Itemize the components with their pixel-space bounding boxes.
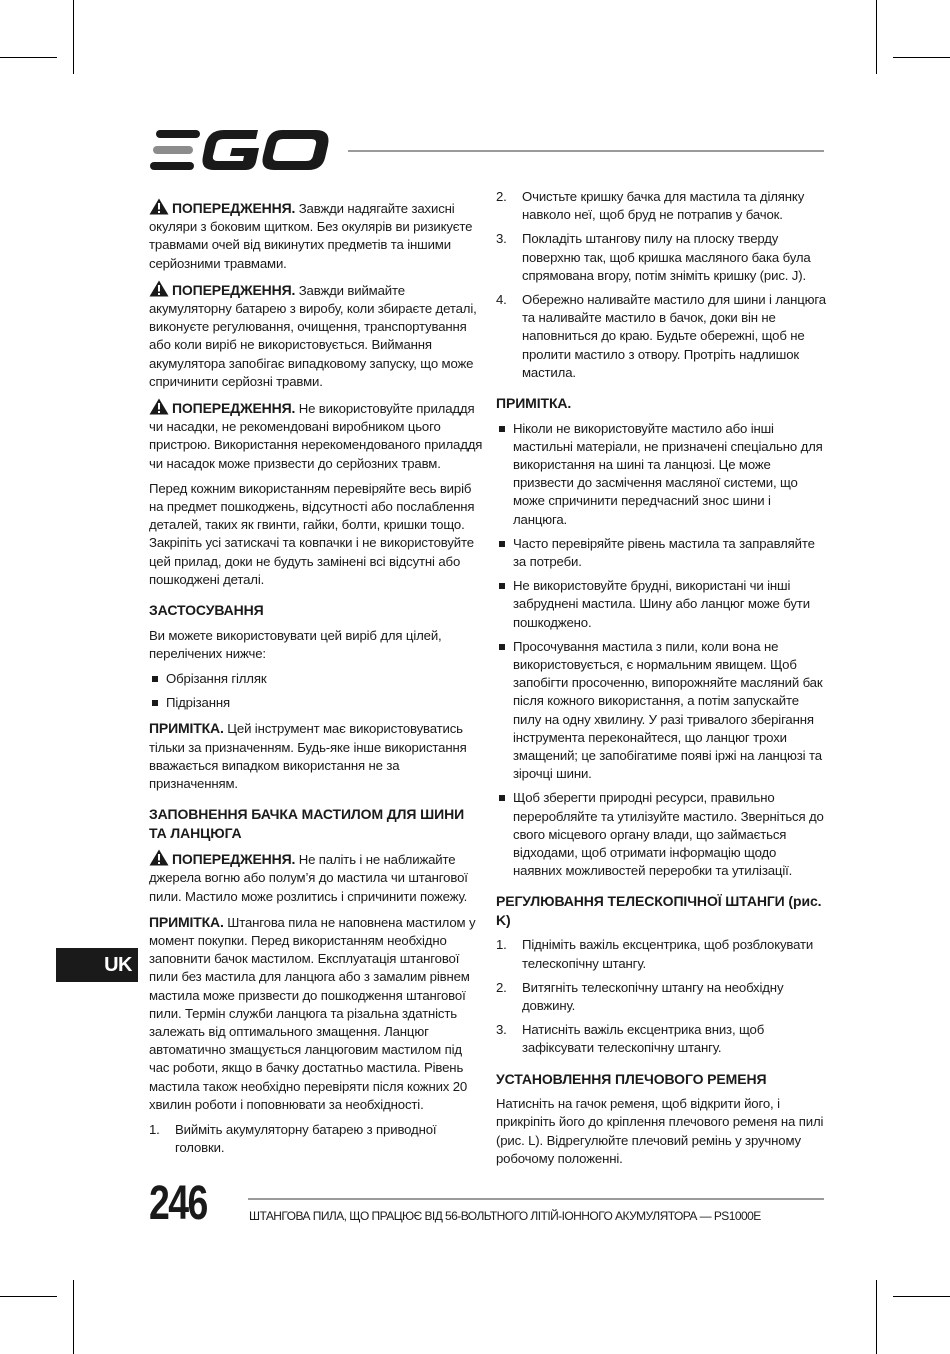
step-item: [496, 936, 826, 972]
crop-mark: [0, 1296, 57, 1297]
note-label: ПРИМІТКА.: [149, 913, 224, 930]
note-text: Цей інструмент має використовуватись тільки за призначенням. Будь-яке інше використання вважається випадком використання не за призначенням.: [149, 721, 467, 791]
step-number: 2.: [496, 979, 507, 995]
list-item-text: Часто перевіряйте рівень мастила та заправляйте за потреби.: [513, 535, 815, 569]
step-item: [496, 979, 826, 1015]
step-text: Витягніть телескопічну штангу на необхідну довжину.: [522, 979, 784, 1014]
application-intro: Ви можете використовувати цей виріб для цілей, перелічених нижче:: [149, 627, 442, 661]
right-column: [496, 188, 826, 1175]
list-item: [496, 638, 826, 784]
crop-mark: [73, 0, 74, 74]
fill-steps-list-continued: [496, 188, 826, 382]
step-text: Підніміть важіль ексцентрика, щоб розблокувати телескопічну штангу.: [522, 937, 814, 971]
section-heading-shoulder-strap: УСТАНОВЛЕННЯ ПЛЕЧОВОГО РЕМЕНЯ: [496, 1070, 767, 1087]
step-number: 3.: [496, 1022, 507, 1038]
fill-steps-list: [149, 1121, 483, 1157]
strap-paragraph: Натисніть на гачок ременя, щоб відкрити його, і прикріпіть його до кріплення плечового ременя на пилі (рис. L). Відрегулюйте плечовий ремінь у зручному робочому положенні.: [496, 1096, 824, 1166]
warning-text: Не використовуйте приладдя чи насадки, не рекомендовані виробником цього пристрою. Використання нерекомендованого приладдя чи насадок може призвести до серйозних травм.: [149, 401, 483, 471]
application-list: [149, 670, 483, 712]
footer-rule: [248, 1198, 824, 1200]
step-number: 4.: [496, 292, 507, 308]
step-number: 1.: [496, 937, 507, 953]
step-text: Вийміть акумуляторну батарею з приводної головки.: [175, 1122, 437, 1156]
telescope-steps-list: [496, 936, 826, 1057]
warning-label: ПОПЕРЕДЖЕННЯ.: [172, 400, 296, 417]
warning-accessories: [149, 398, 483, 473]
warning-eye-protection: [149, 198, 483, 273]
crop-mark: [876, 1280, 877, 1354]
list-item-text: Ніколи не використовуйте мастило або інші мастильні матеріали, не призначені спеціально для використання на шині та ланцюзі. Це може призвести до засмічення масляної системи, що може спричинити передчасний знос шини і ланцюга.: [513, 420, 823, 527]
crop-mark: [876, 0, 877, 74]
step-item: [496, 291, 826, 382]
inspection-paragraph: Перед кожним використанням перевіряйте весь виріб на предмет пошкоджень, відсутності або послаблення деталей, таких як гвинти, гайки, болти, кришки тощо. Закріпіть усі затискачі та ковпачки і не використовуйте цей прилад, доки не будуть замінені всі відсутні або пошкоджені деталі.: [149, 480, 475, 587]
bullet-square-icon: [152, 700, 158, 706]
step-text: Натисніть важіль ексцентрика вниз, щоб зафіксувати телескопічну штангу.: [522, 1022, 765, 1056]
note-text: Штангова пила не наповнена мастилом у момент покупки. Перед використанням необхідно заповнити бачок мастилом. Експлуатація штангової пили без мастила для ланцюга або з замалим рівнем мастила може призвести до пошкодження штангової пили. Термін служби ланцюга та різальна здатність залежать від оптимального змащення. Ланцюг автоматично змащується ланцюговим мастилом під час роботи, якщо в бачку достатньо мастила. Рівень мастила також необхідно перевіряти після кожних 20 хвилин роботи і поповнювати за необхідності.: [149, 914, 476, 1112]
step-item: [496, 230, 826, 285]
list-item: [496, 789, 826, 880]
list-item-text: Обрізання гілляк: [166, 670, 267, 686]
step-item: [149, 1121, 483, 1157]
left-column: [149, 198, 483, 1164]
page-number: 246: [149, 1177, 207, 1230]
step-number: 3.: [496, 231, 507, 247]
crop-mark: [73, 1280, 74, 1354]
list-item-text: Просочування мастила з пили, коли вона не використовується, є нормальним явищем. Щоб запобігти просоченню, випорожняйте масляний бак після кожного використання, а потім запускайте пилу на одну хвилину. У разі тривалого зберігання інструмента переконайтеся, що ланцюг трохи змащений; це запобігатиме появі іржі на ланцюзі та зірочці шини.: [513, 638, 823, 782]
header-rule: [348, 150, 824, 152]
language-tab: UK: [56, 948, 138, 982]
section-heading-fill-oil: ЗАПОВНЕННЯ БАЧКА МАСТИЛОМ ДЛЯ ШИНИ ТА ЛАНЦЮГА: [149, 806, 465, 841]
bullet-square-icon: [152, 676, 158, 682]
bullet-square-icon: [499, 583, 505, 589]
note-list: [496, 420, 826, 881]
list-item: [496, 535, 826, 571]
note-intended-use: [149, 719, 483, 793]
section-heading-note: ПРИМІТКА.: [496, 395, 572, 412]
warning-triangle-icon: [149, 198, 169, 215]
bullet-square-icon: [499, 541, 505, 547]
step-item: [496, 1021, 826, 1057]
warning-remove-battery: [149, 280, 483, 391]
warning-text: Завжди надягайте захисні окуляри з боковим щитком. Без окулярів ви ризикуєте травмами очей від викинутих предметів та іншими серйозними травмами.: [149, 201, 473, 271]
list-item: [496, 577, 826, 632]
warning-fire: [149, 849, 483, 906]
section-heading-telescope: РЕГУЛЮВАННЯ ТЕЛЕСКОПІЧНОЇ ШТАНГИ (рис. K): [496, 893, 822, 928]
warning-label: ПОПЕРЕДЖЕННЯ.: [172, 281, 296, 298]
step-number: 2.: [496, 189, 507, 204]
crop-mark: [893, 57, 950, 58]
warning-triangle-icon: [149, 849, 169, 866]
note-oil-filling: [149, 913, 483, 1114]
bullet-square-icon: [499, 795, 505, 801]
ego-logo: [150, 128, 332, 172]
list-item: [149, 670, 483, 688]
list-item-text: Не використовуйте брудні, використані чи інші забруднені мастила. Шину або ланцюг може бути пошкоджено.: [513, 578, 810, 630]
list-item: [496, 420, 826, 529]
warning-label: ПОПЕРЕДЖЕННЯ.: [172, 200, 296, 216]
warning-triangle-icon: [149, 398, 169, 415]
step-text: Обережно наливайте мастило для шини і ланцюга та наливайте мастило в бачок, доки він не наповниться до краю. Будьте обережні, щоб не пролити мастило з отвору. Протріть надлишок мастила.: [522, 292, 826, 380]
note-label: ПРИМІТКА.: [149, 720, 224, 737]
list-item: [149, 694, 483, 712]
step-item: [496, 188, 826, 224]
bullet-square-icon: [499, 426, 505, 432]
step-text: Покладіть штангову пилу на плоску тверду поверхню так, щоб кришка масляного бака була спрямована вгору, потім зніміть кришку (рис. J).: [522, 231, 811, 283]
step-number: 1.: [149, 1122, 160, 1138]
list-item-text: Щоб зберегти природні ресурси, правильно переробляйте та утилізуйте мастило. Зверніться до свого місцевого органу влади, що займається відходами, щоб отримати інформацію щодо наявних можливостей переробки та утилізації.: [513, 790, 824, 879]
warning-text: Завжди виймайте акумуляторну батарею з виробу, коли збираєте деталі, виконуєте регулювання, очищення, транспортування або коли виріб не використовується. Виймання акумулятора запобігає випадковому запуску, що може спричинити серйозні травми.: [149, 282, 477, 389]
step-text: Очистьте кришку бачка для мастила та ділянку навколо неї, щоб бруд не потрапив у бачок.: [522, 189, 805, 223]
warning-triangle-icon: [149, 280, 169, 297]
crop-mark: [893, 1296, 950, 1297]
list-item-text: Підрізання: [166, 695, 230, 711]
footer-title: ШТАНГОВА ПИЛА, ЩО ПРАЦЮЄ ВІД 56-ВОЛЬТНОГО ЛІТІЙ-ІОННОГО АКУМУЛЯТОРА — PS1000E: [249, 1209, 761, 1223]
warning-label: ПОПЕРЕДЖЕННЯ.: [172, 851, 296, 868]
bullet-square-icon: [499, 644, 505, 650]
crop-mark: [0, 57, 57, 58]
section-heading-application: ЗАСТОСУВАННЯ: [149, 602, 264, 619]
warning-text: Не паліть і не наближайте джерела вогню або полум’я до мастила чи штангової пили. Мастило може розлитись і спричинити пожежу.: [149, 852, 468, 904]
